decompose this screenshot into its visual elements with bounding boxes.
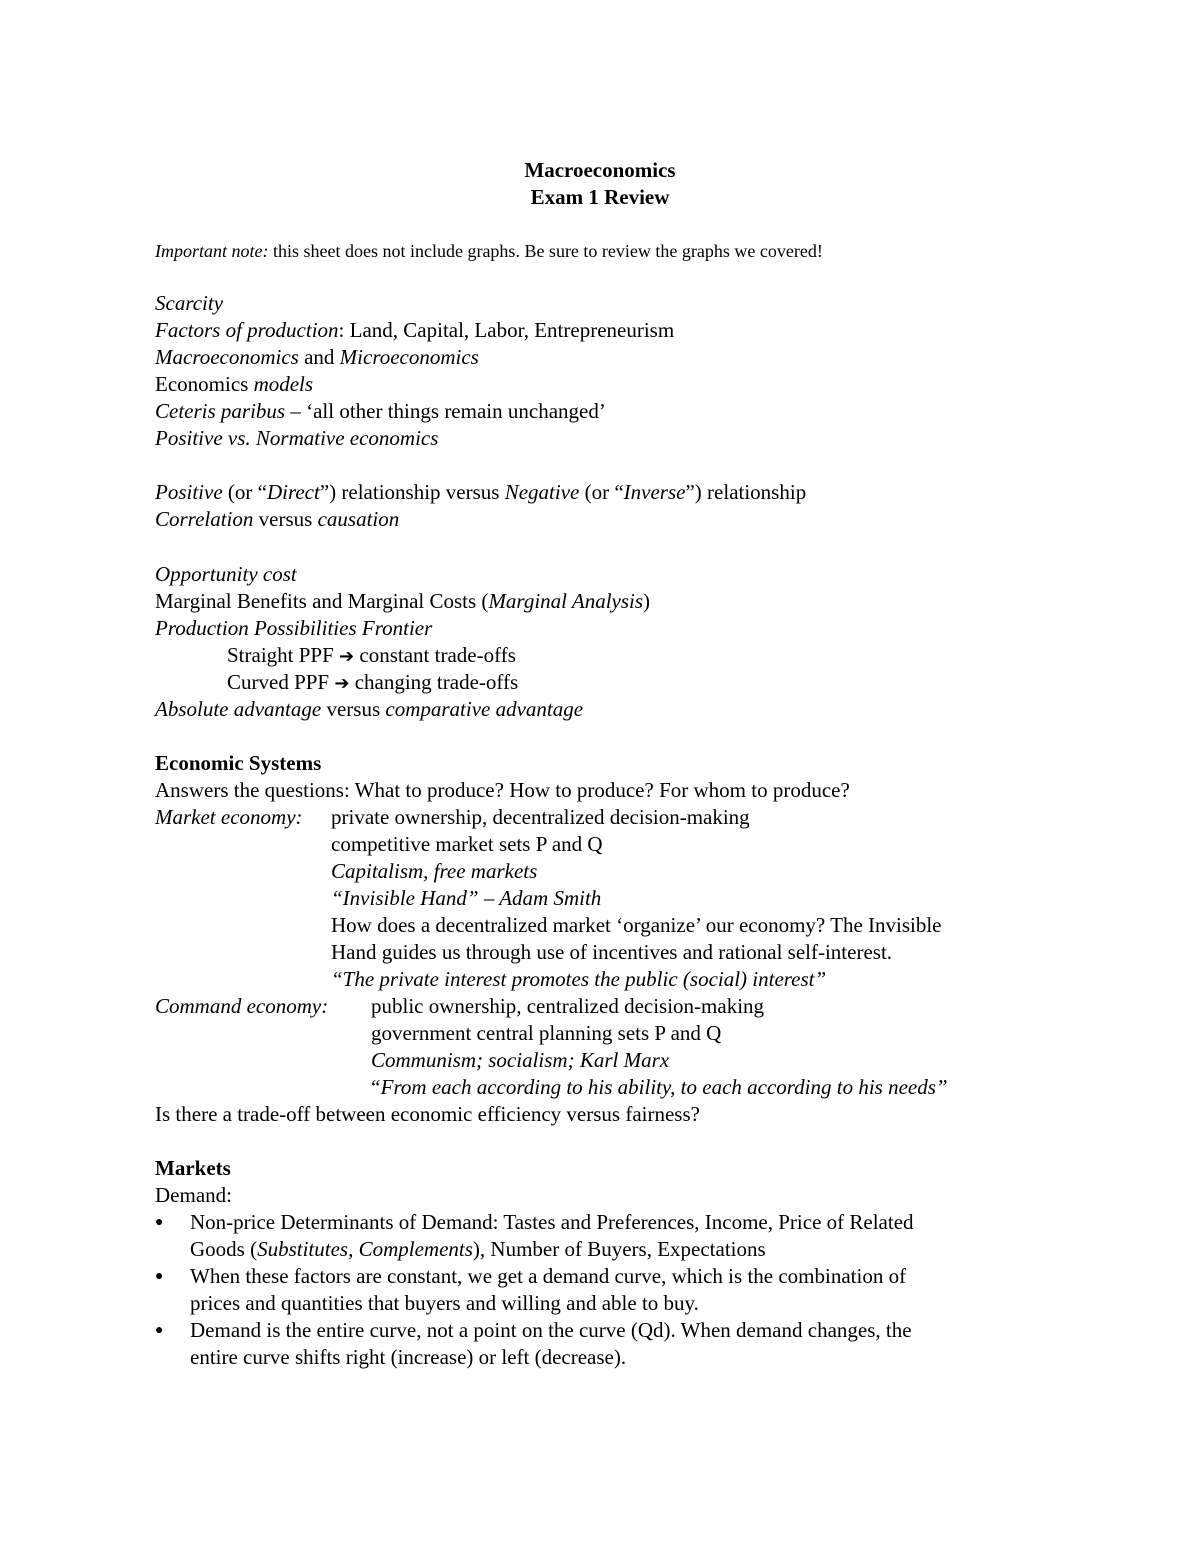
macro-term: Macroeconomics	[155, 345, 299, 369]
command-item-4: “From each according to his ability, to each according to his needs”	[369, 1075, 948, 1099]
causation-term: causation	[317, 507, 400, 531]
versus-text: versus	[253, 507, 318, 531]
scarcity-line: Scarcity	[155, 291, 224, 315]
goods-prefix: Goods (	[190, 1237, 258, 1261]
versus-text: versus	[321, 697, 386, 721]
command-item-2: government central planning sets P and Q	[371, 1021, 722, 1045]
or-text-2: (or “	[579, 480, 624, 504]
right-arrow-icon: ➔	[339, 646, 355, 667]
note-text: this sheet does not include graphs. Be sure to review the graphs we covered!	[268, 241, 823, 261]
inverse-term: Inverse	[623, 480, 686, 504]
bullet-2-line-1: When these factors are constant, we get a demand curve, which is the combination of	[190, 1264, 907, 1288]
positive-normative-line: Positive vs. Normative economics	[155, 426, 439, 450]
ceteris-term: Ceteris paribus	[155, 399, 286, 423]
models-line	[155, 371, 313, 398]
tradeoff-question: Is there a trade-off between economic efficiency versus fairness?	[155, 1102, 700, 1126]
marginal-suffix: )	[643, 589, 651, 613]
market-item-7: “The private interest promotes the public (social) interest”	[331, 967, 827, 991]
ceteris-text: – ‘all other things remain unchanged’	[285, 399, 606, 423]
opportunity-cost-line: Opportunity cost	[155, 562, 297, 586]
market-item-6: Hand guides us through use of incentives and rational self-interest.	[331, 940, 893, 964]
comparative-term: comparative advantage	[385, 697, 584, 721]
and-text: and	[298, 345, 340, 369]
substitutes-complements-term: Substitutes, Complements	[257, 1237, 473, 1261]
adam-smith-text: ” – Adam Smith	[466, 886, 602, 910]
curved-text: changing trade-offs	[349, 670, 519, 694]
market-item-3: Capitalism, free markets	[331, 859, 538, 883]
positive-term: Positive	[155, 480, 223, 504]
markets-heading: Markets	[155, 1156, 231, 1180]
ppf-line: Production Possibilities Frontier	[155, 616, 433, 640]
factors-text: : Land, Capital, Labor, Entrepreneurism	[338, 318, 675, 342]
direct-term: Direct	[266, 480, 320, 504]
relationship-line	[155, 479, 806, 506]
advantage-line	[155, 696, 583, 723]
invisible-hand-term: “Invisible Hand	[331, 886, 467, 910]
or-text: (or “	[222, 480, 267, 504]
negative-term: Negative	[504, 480, 580, 504]
curved-ppf-line	[227, 669, 518, 697]
market-economy-label: Market economy:	[155, 805, 303, 829]
marginal-analysis-term: Marginal Analysis	[488, 589, 644, 613]
document-subtitle: Exam 1 Review	[530, 185, 670, 209]
command-economy-label: Command economy:	[155, 994, 329, 1018]
macro-micro-line	[155, 344, 479, 371]
document-title: Macroeconomics	[524, 158, 676, 182]
marginal-line	[155, 588, 650, 615]
note-label: Important note:	[155, 241, 269, 261]
bullet-icon: ●	[155, 1215, 164, 1230]
market-item-4	[331, 885, 601, 912]
straight-label: Straight PPF	[227, 643, 340, 667]
bullet-3-line-1: Demand is the entire curve, not a point on the curve (Qd). When demand changes, the	[190, 1318, 912, 1342]
correlation-term: Correlation	[155, 507, 254, 531]
bullet-2-line-2: prices and quantities that buyers and willing and able to buy.	[190, 1291, 699, 1315]
command-item-1: public ownership, centralized decision-making	[371, 994, 765, 1018]
correlation-line	[155, 506, 399, 533]
bullet-3-line-2: entire curve shifts right (increase) or left (decrease).	[190, 1345, 627, 1369]
relationship-end: ”) relationship	[685, 480, 807, 504]
goods-suffix: ), Number of Buyers, Expectations	[472, 1237, 766, 1261]
bullet-icon: ●	[155, 1323, 164, 1338]
factors-label: Factors of production	[155, 318, 339, 342]
questions-line: Answers the questions: What to produce? How to produce? For whom to produce?	[155, 778, 850, 802]
micro-term: Microeconomics	[339, 345, 479, 369]
bullet-1-line-1: Non-price Determinants of Demand: Tastes and Preferences, Income, Price of Related	[190, 1210, 914, 1234]
important-note	[155, 238, 823, 265]
command-item-3: Communism; socialism; Karl Marx	[371, 1048, 670, 1072]
models-prefix: Economics	[155, 372, 254, 396]
straight-text: constant trade-offs	[354, 643, 516, 667]
curved-label: Curved PPF	[227, 670, 335, 694]
relationship-mid: ”) relationship versus	[319, 480, 505, 504]
market-item-1: private ownership, decentralized decision-making	[331, 805, 750, 829]
ceteris-line	[155, 398, 606, 425]
bullet-1-line-2	[190, 1236, 766, 1263]
market-item-5: How does a decentralized market ‘organize’ our economy? The Invisible	[331, 913, 942, 937]
models-term: models	[253, 372, 314, 396]
bullet-icon: ●	[155, 1269, 164, 1284]
straight-ppf-line	[227, 642, 516, 670]
economic-systems-heading: Economic Systems	[155, 751, 322, 775]
marginal-prefix: Marginal Benefits and Marginal Costs (	[155, 589, 489, 613]
market-item-2: competitive market sets P and Q	[331, 832, 603, 856]
factors-line	[155, 317, 674, 344]
demand-label: Demand:	[155, 1183, 232, 1207]
right-arrow-icon: ➔	[334, 673, 350, 694]
absolute-term: Absolute advantage	[155, 697, 322, 721]
